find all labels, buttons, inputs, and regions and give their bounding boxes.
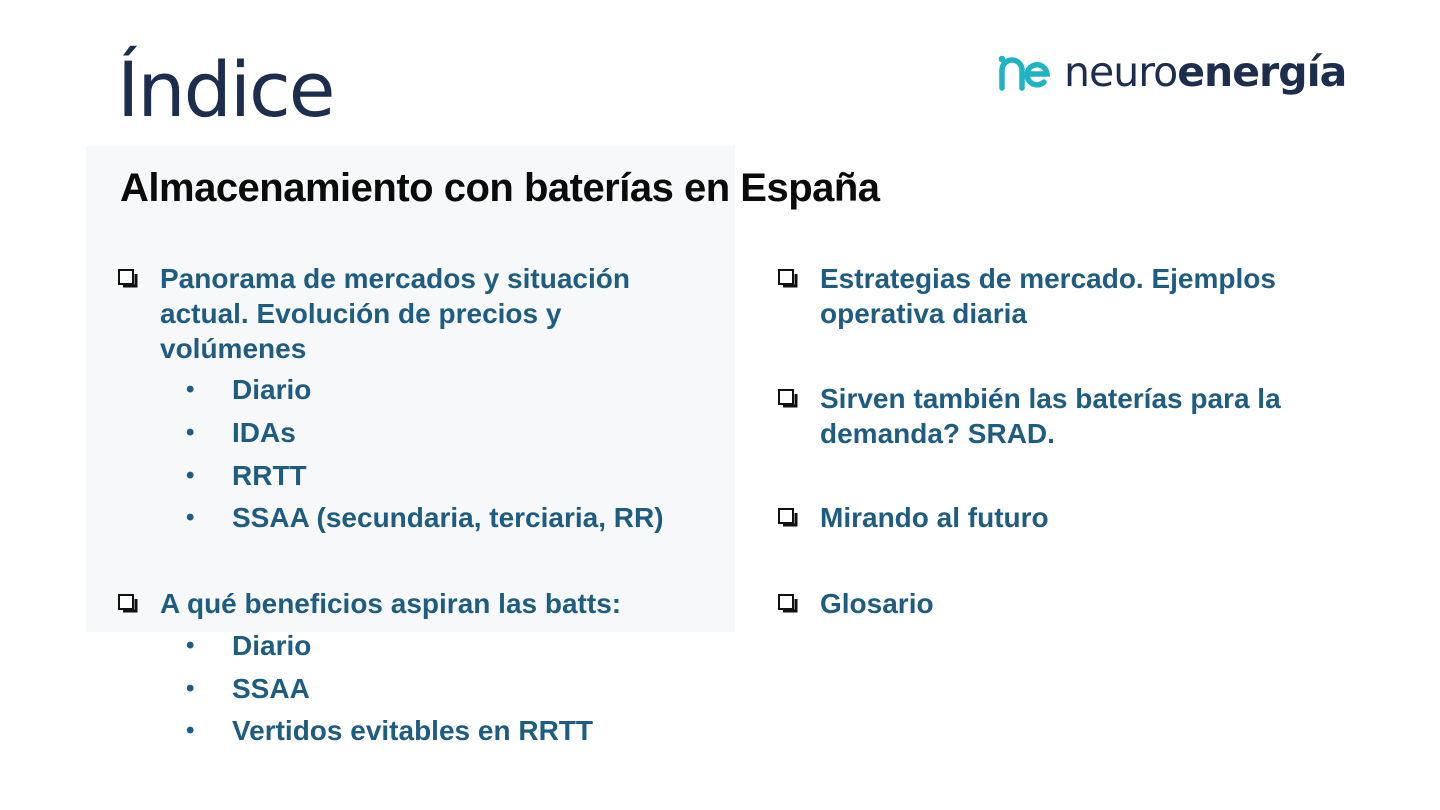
subitem [186, 458, 307, 493]
item-line: operativa diaria [820, 298, 1027, 329]
item-line: Panorama de mercados y situación [160, 263, 630, 294]
slide-title: Índice [117, 45, 334, 134]
agenda-item-futuro [778, 500, 1049, 535]
logo-word-bold: energía [1177, 48, 1347, 96]
subitem [186, 671, 310, 706]
subitem [186, 713, 593, 748]
subitem [186, 372, 311, 407]
bullet-icon: • [186, 419, 195, 446]
slide-subtitle: Almacenamiento con baterías en España [120, 166, 880, 210]
subitem-label: SSAA [232, 673, 310, 704]
item-line: A qué beneficios aspiran las batts: [160, 588, 622, 619]
agenda-item-text [820, 381, 1281, 451]
bullet-icon: • [186, 376, 195, 403]
subitem-label: Diario [232, 374, 312, 405]
bullet-icon: • [186, 462, 195, 489]
item-line: Estrategias de mercado. Ejemplos [820, 263, 1276, 294]
highlight-panel [86, 146, 735, 632]
item-line: Mirando al futuro [820, 502, 1049, 533]
checkbox-icon [778, 261, 798, 296]
bullet-icon: • [186, 675, 195, 702]
subitem-label: Diario [232, 630, 312, 661]
bullet-icon: • [186, 717, 195, 744]
agenda-item-glosario [778, 586, 934, 621]
item-line: Sirven también las baterías para la [820, 383, 1281, 414]
agenda-item-text [160, 261, 630, 366]
item-line: actual. Evolución de precios y [160, 298, 562, 329]
agenda-item-text [820, 586, 934, 621]
subitem-label: SSAA (secundaria, terciaria, RR) [232, 502, 664, 533]
item-line: volúmenes [160, 333, 307, 364]
logo-word-light: neuro [1064, 48, 1178, 96]
agenda-item-text [820, 500, 1049, 535]
checkbox-icon [118, 261, 138, 296]
checkbox-icon [778, 500, 798, 535]
checkbox-icon [778, 586, 798, 621]
subitem [186, 628, 311, 663]
agenda-item-estrategias [778, 261, 1276, 331]
bullet-icon: • [186, 504, 195, 531]
subitem [186, 415, 296, 450]
agenda-item-srad [778, 381, 1281, 451]
subitem-label: RRTT [232, 460, 307, 491]
agenda-item-text [160, 586, 621, 621]
checkbox-icon [118, 586, 138, 621]
item-line: Glosario [820, 588, 934, 619]
ne-monogram-icon [998, 52, 1050, 92]
subitem-label: Vertidos evitables en RRTT [232, 715, 593, 746]
subitem-label: IDAs [232, 417, 296, 448]
item-line: demanda? SRAD. [820, 418, 1055, 449]
logo [998, 48, 1346, 96]
bullet-icon: • [186, 632, 195, 659]
checkbox-icon [778, 381, 798, 416]
logo-wordmark [1064, 48, 1346, 96]
agenda-item-beneficios [118, 586, 621, 621]
agenda-item-panorama [118, 261, 630, 366]
agenda-item-text [820, 261, 1276, 331]
subitem [186, 500, 664, 535]
